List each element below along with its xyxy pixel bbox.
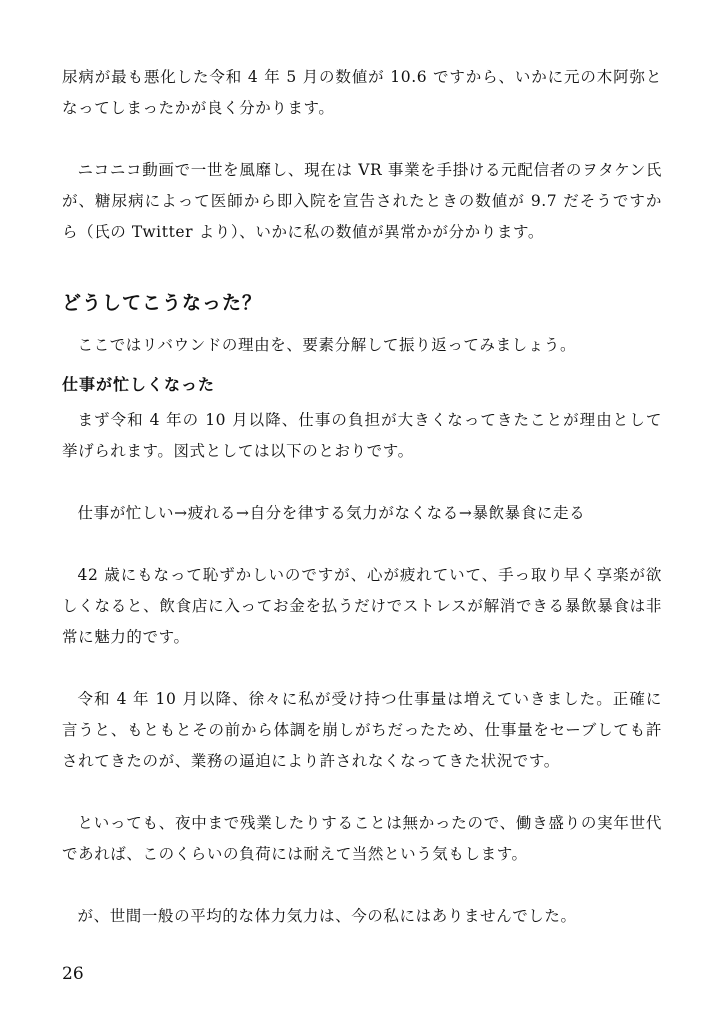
- paragraph-chain: 仕事が忙しい→疲れる→自分を律する気力がなくなる→暴飲暴食に走る: [77, 504, 586, 522]
- paragraph-gap: [62, 529, 662, 560]
- section-heading: どうしてこうなった？: [62, 292, 263, 314]
- subsection-heading: 仕事が忙しくなった: [62, 375, 216, 394]
- paragraph-hba1c-value: 尿病が最も悪化した令和 4 年 5 月の数値が 10.6 ですから、いかに元の木阿弥となってしまったかが良く分かります。: [62, 68, 662, 117]
- paragraph-gap: [62, 653, 662, 684]
- paragraph-stamina: が、世間一般の平均的な体力気力は、今の私にはありませんでした。: [77, 907, 577, 925]
- paragraph-work-load: まず令和 4 年の 10 月以降、仕事の負担が大きくなってきたことが理由として挙げられます。図式としては以下のとおりです。: [62, 411, 662, 460]
- paragraph-gap: [62, 870, 662, 901]
- paragraph-overtime: といっても、夜中まで残業したりすることは無かったので、働き盛りの実年世代であれば、このくらいの負荷には耐えて当然という気もします。: [62, 814, 662, 863]
- paragraph-workload-increase: 令和 4 年 10 月以降、徐々に私が受け持つ仕事量は増えていきました。正確に言うと、もともとその前から体調を崩しがちだったため、仕事量をセーブしても許されてきたのが、業務の逼迫により許されなくなってきた状況です。: [62, 690, 662, 770]
- page-number: 26: [62, 964, 84, 984]
- paragraph-gap: [62, 467, 662, 498]
- paragraph-gap: [62, 124, 662, 155]
- section-intro: ここではリバウンドの理由を、要素分解して振り返ってみましょう。: [77, 336, 577, 354]
- paragraph-otaken: ニコニコ動画で一世を風靡し、現在は VR 事業を手掛ける元配信者のヲタケン氏が、糖尿病によって医師から即入院を宣告されたときの数値が 9.7 だそうですから（氏の Twitter より）、いかに私の数値が異常かが分かります。: [62, 161, 662, 241]
- paragraph-stress-eating: 42 歳にもなって恥ずかしいのですが、心が疲れていて、手っ取り早く享楽が欲しくなると、飲食店に入ってお金を払うだけでストレスが解消できる暴飲暴食は非常に魅力的です。: [62, 566, 662, 646]
- page-content: [62, 62, 662, 932]
- paragraph-gap: [62, 777, 662, 808]
